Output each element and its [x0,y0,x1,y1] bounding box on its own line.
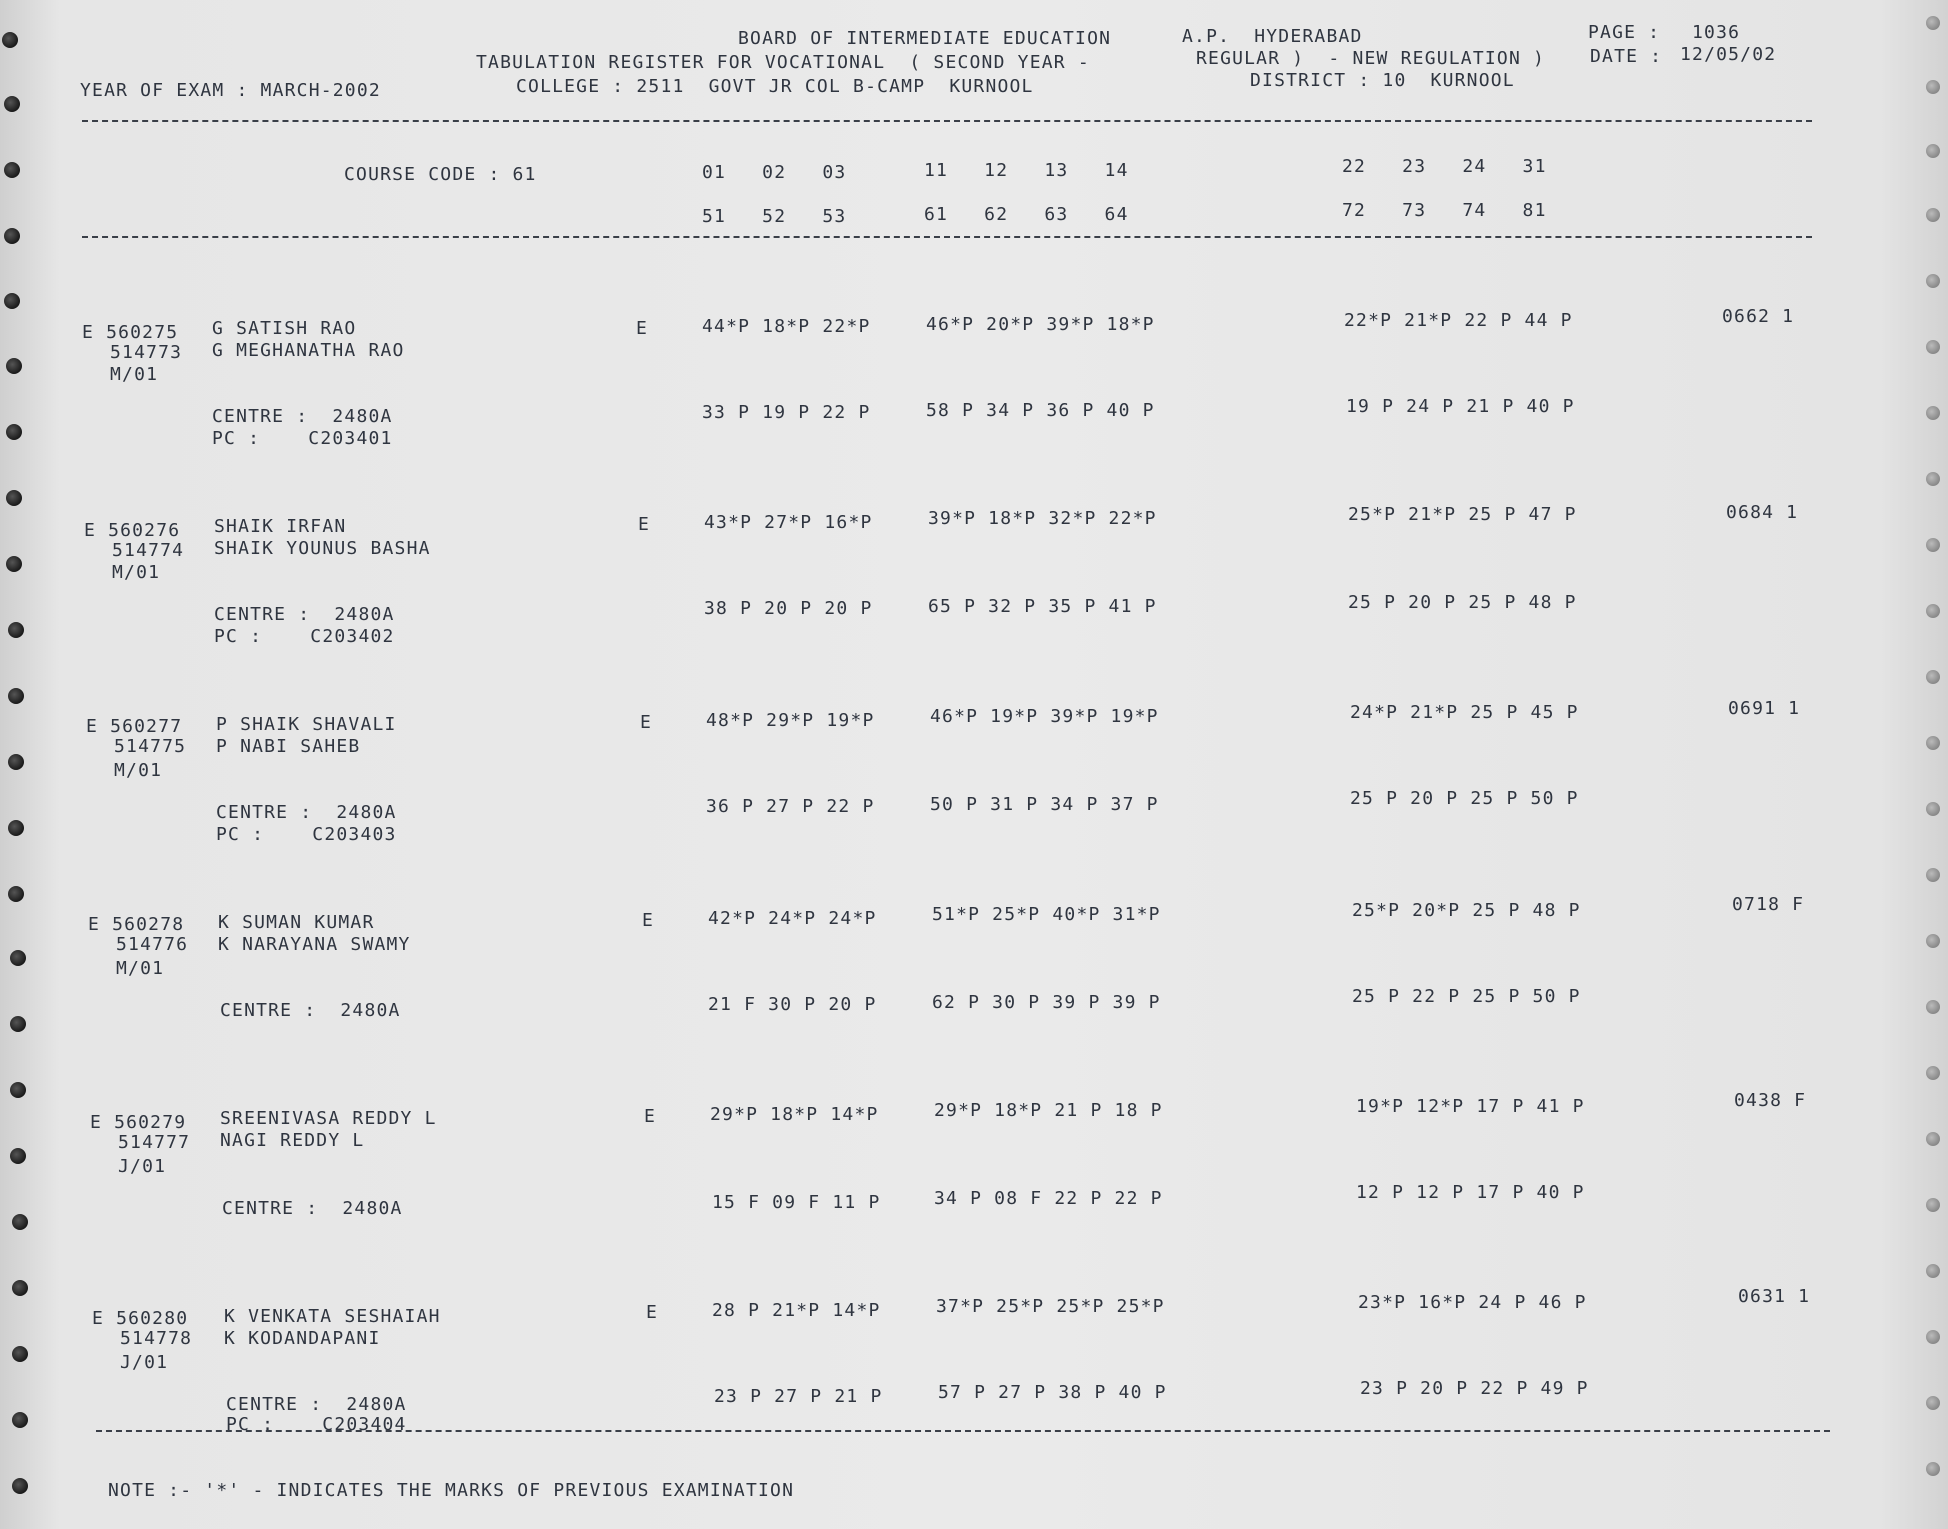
feed-hole [12,1214,28,1230]
father-name: P NABI SAHEB [216,736,361,757]
marks-part-a: 44*P 18*P 22*P [702,316,871,337]
father-name: K KODANDAPANI [224,1328,381,1349]
registration-no: 514773 [110,342,183,363]
feed-hole [6,556,22,572]
subject-codes: 01 02 03 [702,162,847,183]
pc-code: PC : C203402 [214,626,395,647]
feed-hole [1926,1462,1940,1476]
print-date: 12/05/02 [1680,44,1777,65]
registration-no: 514777 [118,1132,191,1153]
father-name: NAGI REDDY L [220,1130,365,1151]
student-name: P SHAIK SHAVALI [216,714,397,735]
medium: E [642,910,655,931]
feed-hole [1926,16,1940,30]
marks-part-b: 34 P 08 F 22 P 22 P [934,1188,1163,1209]
feed-hole [1926,472,1940,486]
feed-hole [1926,868,1940,882]
feed-hole [12,1478,28,1494]
feed-hole [6,424,22,440]
marks-part-a: 28 P 21*P 14*P [712,1300,881,1321]
medium: E [636,318,649,339]
marks-part-a: 36 P 27 P 22 P [706,796,875,817]
student-name: K VENKATA SESHAIAH [224,1306,441,1327]
marks-part-b: 51*P 25*P 40*P 31*P [932,904,1161,925]
feed-hole [2,32,18,48]
registration-no: 514774 [112,540,185,561]
feed-hole [12,1280,28,1296]
pc-code: PC : C203401 [212,428,393,449]
student-name: SREENIVASA REDDY L [220,1108,437,1129]
registration-no: 514776 [116,934,189,955]
registration-no: 514775 [114,736,187,757]
subject-codes: 22 23 24 31 [1342,156,1547,177]
marks-part-a: 42*P 24*P 24*P [708,908,877,929]
feed-hole [1926,144,1940,158]
marks-part-c: 25 P 20 P 25 P 48 P [1348,592,1577,613]
feed-hole [1926,802,1940,816]
feed-hole [8,754,24,770]
medium: E [646,1302,659,1323]
feed-hole [1926,340,1940,354]
marks-part-c: 24*P 21*P 25 P 45 P [1350,702,1579,723]
group-code: J/01 [118,1156,167,1177]
marks-part-b: 46*P 20*P 39*P 18*P [926,314,1155,335]
subject-codes: 51 52 53 [702,206,847,227]
registration-no: 514778 [120,1328,193,1349]
dashed-divider [96,1430,1830,1432]
feed-hole [1926,1396,1940,1410]
feed-hole [1926,208,1940,222]
group-code: M/01 [112,562,161,583]
feed-hole [1926,1066,1940,1080]
marks-part-c: 19*P 12*P 17 P 41 P [1356,1096,1585,1117]
marks-part-a: 48*P 29*P 19*P [706,710,875,731]
dashed-divider [82,236,1812,238]
feed-hole [1926,406,1940,420]
feed-hole [1926,604,1940,618]
total-result: 0691 1 [1728,698,1801,719]
student-name: K SUMAN KUMAR [218,912,375,933]
feed-hole [1926,670,1940,684]
subject-codes: 11 12 13 14 [924,160,1129,181]
centre-code: CENTRE : 2480A [222,1198,403,1219]
total-result: 0662 1 [1722,306,1795,327]
hall-ticket-no: E 560277 [86,716,183,737]
regulation-label: REGULAR ) - NEW REGULATION ) [1196,48,1546,69]
father-name: G MEGHANATHA RAO [212,340,405,361]
marks-part-b: 65 P 32 P 35 P 41 P [928,596,1157,617]
board-location: A.P. HYDERABAD [1182,26,1363,47]
student-name: SHAIK IRFAN [214,516,347,537]
centre-code: CENTRE : 2480A [220,1000,401,1021]
course-code: COURSE CODE : 61 [344,164,537,185]
hall-ticket-no: E 560278 [88,914,185,935]
father-name: SHAIK YOUNUS BASHA [214,538,431,559]
marks-part-c: 19 P 24 P 21 P 40 P [1346,396,1575,417]
footer-note: NOTE :- '*' - INDICATES THE MARKS OF PREVIOUS EXAMINATION [108,1480,795,1501]
student-name: G SATISH RAO [212,318,357,339]
subject-codes: 72 73 74 81 [1342,200,1547,221]
feed-hole [8,820,24,836]
college-info: COLLEGE : 2511 GOVT JR COL B-CAMP KURNOOL [516,76,1034,97]
hall-ticket-no: E 560279 [90,1112,187,1133]
medium: E [638,514,651,535]
marks-part-c: 12 P 12 P 17 P 40 P [1356,1182,1585,1203]
dashed-divider [82,120,1812,122]
feed-hole [1926,1198,1940,1212]
feed-hole [6,358,22,374]
register-title: TABULATION REGISTER FOR VOCATIONAL ( SECOND YEAR - [476,52,1090,73]
feed-hole [1926,80,1940,94]
marks-part-c: 23*P 16*P 24 P 46 P [1358,1292,1587,1313]
total-result: 0718 F [1732,894,1805,915]
marks-part-b: 46*P 19*P 39*P 19*P [930,706,1159,727]
pc-code: PC : C203404 [226,1414,407,1435]
date-label: DATE : [1590,46,1663,67]
year-of-exam: YEAR OF EXAM : MARCH-2002 [80,80,381,101]
marks-part-a: 21 F 30 P 20 P [708,994,877,1015]
marks-part-c: 25*P 20*P 25 P 48 P [1352,900,1581,921]
marks-part-a: 29*P 18*P 14*P [710,1104,879,1125]
feed-hole [1926,1000,1940,1014]
board-title: BOARD OF INTERMEDIATE EDUCATION [738,28,1112,49]
feed-hole [1926,934,1940,948]
father-name: K NARAYANA SWAMY [218,934,411,955]
page-label: PAGE : [1588,22,1661,43]
total-result: 0631 1 [1738,1286,1811,1307]
group-code: M/01 [110,364,159,385]
hall-ticket-no: E 560275 [82,322,179,343]
feed-hole [4,228,20,244]
marks-part-a: 43*P 27*P 16*P [704,512,873,533]
feed-hole [10,1148,26,1164]
feed-hole [10,950,26,966]
group-code: J/01 [120,1352,169,1373]
marks-part-a: 33 P 19 P 22 P [702,402,871,423]
medium: E [644,1106,657,1127]
page-number: 1036 [1692,22,1741,43]
tractor-feed-left [0,0,30,1529]
group-code: M/01 [116,958,165,979]
marks-part-b: 58 P 34 P 36 P 40 P [926,400,1155,421]
medium: E [640,712,653,733]
group-code: M/01 [114,760,163,781]
feed-hole [1926,274,1940,288]
marks-part-a: 38 P 20 P 20 P [704,598,873,619]
feed-hole [1926,1330,1940,1344]
feed-hole [4,96,20,112]
marks-part-b: 50 P 31 P 34 P 37 P [930,794,1159,815]
marks-part-a: 23 P 27 P 21 P [714,1386,883,1407]
marks-part-c: 25 P 20 P 25 P 50 P [1350,788,1579,809]
marks-part-c: 25*P 21*P 25 P 47 P [1348,504,1577,525]
feed-hole [1926,1132,1940,1146]
pc-code: PC : C203403 [216,824,397,845]
feed-hole [6,490,22,506]
feed-hole [10,1016,26,1032]
marks-part-c: 25 P 22 P 25 P 50 P [1352,986,1581,1007]
feed-hole [1926,736,1940,750]
feed-hole [12,1412,28,1428]
hall-ticket-no: E 560276 [84,520,181,541]
feed-hole [4,293,20,309]
total-result: 0684 1 [1726,502,1799,523]
marks-part-b: 39*P 18*P 32*P 22*P [928,508,1157,529]
feed-hole [4,162,20,178]
feed-hole [8,886,24,902]
subject-codes: 61 62 63 64 [924,204,1129,225]
district-info: DISTRICT : 10 KURNOOL [1250,70,1515,91]
feed-hole [1926,538,1940,552]
centre-code: CENTRE : 2480A [212,406,393,427]
marks-part-b: 62 P 30 P 39 P 39 P [932,992,1161,1013]
feed-hole [8,622,24,638]
marks-part-b: 29*P 18*P 21 P 18 P [934,1100,1163,1121]
marks-part-b: 37*P 25*P 25*P 25*P [936,1296,1165,1317]
feed-hole [8,688,24,704]
total-result: 0438 F [1734,1090,1807,1111]
centre-code: CENTRE : 2480A [216,802,397,823]
hall-ticket-no: E 560280 [92,1308,189,1329]
marks-part-c: 22*P 21*P 22 P 44 P [1344,310,1573,331]
centre-code: CENTRE : 2480A [226,1394,407,1415]
feed-hole [12,1346,28,1362]
feed-hole [10,1082,26,1098]
marks-part-b: 57 P 27 P 38 P 40 P [938,1382,1167,1403]
tractor-feed-right [1918,0,1948,1529]
centre-code: CENTRE : 2480A [214,604,395,625]
feed-hole [1926,1264,1940,1278]
marks-part-a: 15 F 09 F 11 P [712,1192,881,1213]
marks-part-c: 23 P 20 P 22 P 49 P [1360,1378,1589,1399]
